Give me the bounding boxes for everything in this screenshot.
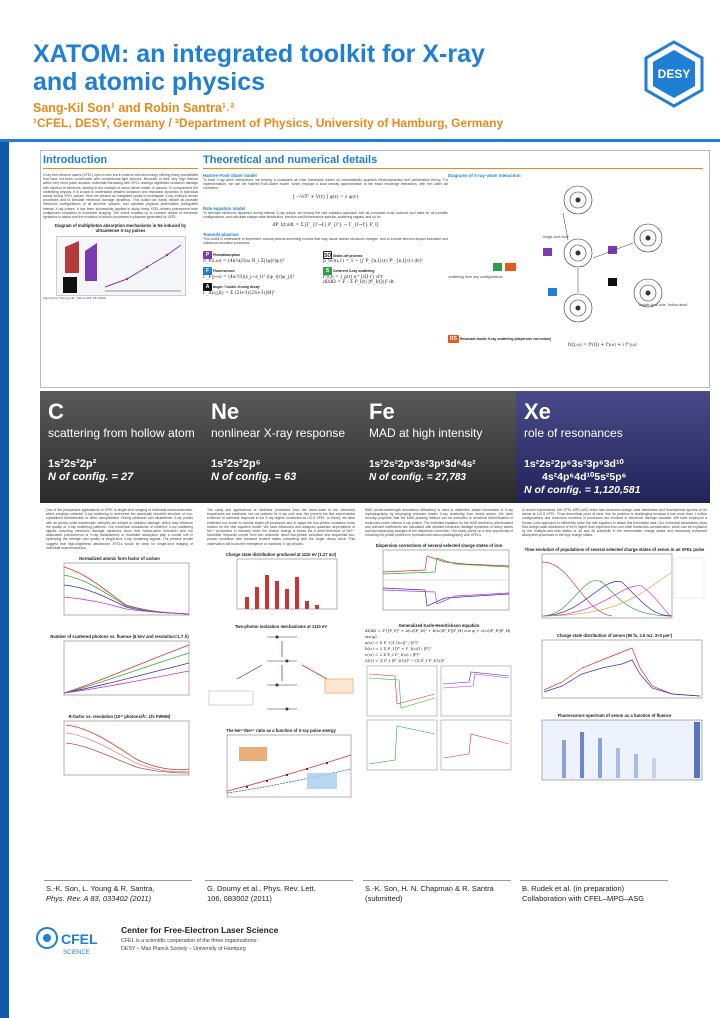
diag-title: Diagrams of X-ray–atom interaction bbox=[448, 173, 521, 178]
fluor-label: Fluorescence bbox=[212, 269, 235, 274]
column-fe-ref-line1: S.-K. Son, H. N. Chapman & R. Santra bbox=[365, 884, 494, 893]
title-line-1: XATOM: an integrated toolkit for X-ray bbox=[33, 40, 485, 68]
shakeoff-badge: SO bbox=[324, 253, 332, 260]
column-fe-config bbox=[369, 458, 516, 484]
hfs-equation: [ −½∇² + V(r) ] ψ(r) = ε ψ(r) bbox=[292, 194, 359, 200]
kh-eq-1: dI/dΩ = F [|F_P|² + a(ω)|F_H|² + b(ω)|F_P||F_H| cos φ + c(ω)|F_P||F_H| sin φ] bbox=[365, 628, 511, 640]
affiliation: ¹CFEL, DESY, Germany / ²Department of Physics, University of Hamburg, Germany bbox=[33, 116, 504, 130]
ref-rule-fe bbox=[363, 880, 511, 881]
resonant-item bbox=[448, 335, 698, 343]
column-c-fig2-title: Number of scattered photons vs. fluence (8 keV and resolution=1.7 Å) bbox=[50, 634, 189, 640]
xe-population-chart bbox=[522, 552, 707, 624]
column-c-reference bbox=[46, 884, 154, 904]
column-fe-text: MAD (multi-wavelength anomalous diffraction) is used to determine phase information in X-ray crystallography by employing resonant elastic X-ray scattering from heavy atoms. We have recently proposed that the MAD phasing method can be extended to structural determination of molecules under intense X-ray pulses. The essential equation for the MAD method is reformulated and relevant coefficients are calculated with detailed electronic damage dynamics of heavy atoms and accompanying changes of the dispersion correction. Our study opens up a new opportunity of resolving the phase problem in femtosecond nanocrystallography with XFELs. bbox=[365, 508, 513, 538]
plasma-title: Towards plasmas bbox=[203, 232, 239, 238]
xe-fluorescence-chart bbox=[522, 718, 707, 784]
column-xe-config-line1: 1s²2s²2p⁶3s²3p⁶3d¹⁰ bbox=[524, 458, 624, 470]
atom-bottom bbox=[564, 294, 592, 322]
column-c-element: C bbox=[48, 399, 64, 424]
coherent-eq-2: dI/dΩ = F · Σ P_I(t) |f⁰_I(Q)|² dt bbox=[323, 280, 394, 286]
kh-eq-2: a(ω) = Σ P_I |f_I(ω)|² / |f⁰|² bbox=[365, 640, 419, 646]
two-photon-mechanism-diagram bbox=[207, 629, 355, 719]
scattered-photons-chart bbox=[46, 639, 193, 703]
column-c-subtitle: scattering from hollow atom bbox=[48, 426, 195, 440]
fluor-badge: F bbox=[203, 267, 212, 275]
column-ne-fig2-title: Two-photon ionization mechanisms at 1110 eV bbox=[234, 623, 328, 629]
ref-rule-c bbox=[44, 880, 192, 881]
column-xe-text: In recent experiments, the CFEL-MPG-ASG team has measured charge state distribution and fluorescence spectra of Xe atoms at LCLS XFEL. From theoretical point of view, this Xe problem is challenging because it has more than 1 million configurations and enormous numbers of processes are involved in electronic damage cascade. We have employed a Monte-Carlo approach to effectively solve the rate equation to attack this formidable task. Our numerical simulations show that charge state distribution of Xe is higher than expected from one-shell thresholds consideration, which can be explained by the multiple-core-hole states of 3p and 3d subshells in the intermediate charge states and resonantly enhanced absorption processes in the high charge states. bbox=[522, 508, 707, 538]
column-ne-config-line1: 1s²2s²2p⁶ bbox=[211, 458, 261, 470]
column-c-fig3-title: R-factor vs. resolution (10¹² photons/Å², 1fs FWHM) bbox=[68, 714, 171, 720]
column-ne-element: Ne bbox=[211, 399, 240, 424]
column-fe-config-line1: 1s²2s²2p⁶3s²3p⁶3d⁶4s² bbox=[369, 459, 476, 470]
fe-coefficient-charts bbox=[365, 664, 513, 774]
cfel-name: Center for Free-Electron Laser Science bbox=[121, 925, 279, 935]
photoabs-badge: P bbox=[203, 251, 212, 259]
fe-dispersion-chart bbox=[365, 548, 513, 614]
cfel-logo-text: CFEL bbox=[61, 931, 98, 947]
resonant-label: Resonant elastic X-ray scattering (dispersive correction) bbox=[459, 337, 551, 341]
atom-top bbox=[564, 186, 592, 214]
ne-charge-distribution-chart bbox=[207, 557, 355, 615]
column-ne-header bbox=[203, 391, 361, 503]
rate-equation: dP_I(t)/dt = Σ [Γ_{I'→I} P_{I'} − Γ_{I→I'} P_I] bbox=[272, 223, 379, 229]
scattering-any-label: scattering from any configurations bbox=[448, 275, 503, 279]
theory-rule bbox=[203, 168, 703, 169]
ref-rule-xe bbox=[520, 880, 668, 881]
intro-rule bbox=[43, 168, 198, 169]
auger-eq: Γ_A(i;j,k) = Σ (2l+1)(2S+1)|M|² bbox=[203, 291, 275, 297]
column-xe-header bbox=[516, 391, 710, 503]
desy-logo bbox=[640, 40, 708, 108]
column-xe-config-line3: N of config. = 1,120,581 bbox=[524, 484, 641, 496]
intro-body: X-ray free-electron lasers (XFEL) open a new era in science and technology offering many possibilities that have not been conceivable with conventional light sources. Because of their very high fluence within very short pulse duration, materials interacting with XFEL undergo significant ionization damage with ejection of electrons, leading to the creation of warm dense matter or plasma. To comprehend the underlying physics, it is crucial to understand detailed ionization and relaxation dynamics in individual atoms during XFEL pulses. Here we present an integrated toolkit to investigate X-ray–induced atomic processes and to simulate electronic damage dynamics. This toolkit can easily handle all possible electronic configurations of all atom/ion species, and calculate physical observables during/after intense X-ray pulses. It has been successfully applied to study many XFEL-related phenomena from multiphoton ionization to molecular imaging. The toolkit enables us to connect details of electronic dynamics in atoms and the evolution of atomic processes in plasmas generated by XFEL. bbox=[43, 173, 198, 220]
column-c-ref-line1: S.-K. Son, L. Young & R. Santra, bbox=[46, 884, 155, 893]
column-fe-fig1-title: Dispersion corrections of several selected charge states of iron bbox=[375, 543, 503, 549]
kh-eq-3: b(ω) = 2 Σ P_I [f⁰ + f'_I(ω)] / |f⁰|² bbox=[365, 646, 432, 652]
single-core-hole-label: single-core-hole bbox=[543, 235, 569, 239]
column-c-config-line1: 1s²2s²2p² bbox=[48, 458, 97, 470]
column-fe-fig2-title: Generalized Karle-Hendrickson equation bbox=[398, 623, 480, 629]
photoabs-eq: σ_P(i,ω) = (4π²α/3)ω N_i Σ|⟨ψ|r|ψ⟩|² bbox=[203, 259, 285, 265]
column-fe-ref-line2: (submitted) bbox=[365, 894, 403, 903]
column-xe-ref-line2: Collaboration with CFEL–MPG–ASG bbox=[522, 894, 645, 903]
resonant-block bbox=[448, 335, 698, 348]
desy-logo-text: DESY bbox=[657, 67, 691, 81]
column-c-text: One of the prospective applications of XFEL is single-shot imaging of individual macromolecules, which employs coherent X-ray scattering to determine the atomically resolved structure of non-crystallized biomolecules or other nanoparticles. During ultrashort and ultraintense X-ray pulses with an atomic scale wavelength, samples are subject to radiation damage, which may influence the quality of X-ray scattering patterns. Our numerical simulations of coherent X-ray scattering signals including electronic damage dynamics show that hollow-atom formation and the associated phenomenon of X-ray transparency or frustrated absorption play a crucial role in optimizing the strength and quality of single-shot X-ray scattering signals. The present results suggest that high-brightness attosecond XFELs would be ideal for single-shot imaging of individual macromolecules. bbox=[46, 508, 193, 550]
column-xe-reference bbox=[522, 884, 644, 904]
resonant-eq: f(Q,ω) = f⁰(Q) + f'(ω) + i f''(ω) bbox=[568, 343, 637, 348]
column-xe-config bbox=[524, 458, 710, 497]
column-fe-header bbox=[361, 391, 516, 503]
kh-eq-4: c(ω) = 2 Σ P_I f''_I(ω) / |f⁰|² bbox=[365, 652, 420, 658]
shakeoff-label: Shake-off process bbox=[332, 254, 363, 259]
column-ne-body bbox=[207, 508, 355, 808]
r-factor-chart bbox=[46, 719, 193, 781]
column-fe-reference bbox=[365, 884, 494, 904]
column-ne-config bbox=[211, 458, 361, 484]
column-ne-subtitle: nonlinear X-ray response bbox=[211, 426, 346, 440]
rate-text: To simulate electronic dynamics during intense X-ray pulses, we employ the rate equation approach with all computed cross sections and rates for all possible configurations, and calculate charge state distribution, electron and fluorescence spectra, scattering signals, and so on. bbox=[203, 210, 448, 219]
hfs-text: To treat X-ray–atom interactions, we employ a consistent ab initio framework based on nonrelativistic quantum electrodynamics and perturbation theory. For implementation, we use the Hartree-Fock-Slater model, which employs a local density approximation to the exact exchange interaction, with the Latter tail correction. bbox=[203, 178, 448, 191]
carbon-form-factor-chart bbox=[46, 561, 193, 623]
kh-eq-5: S(Q) = Σ P_I [f⁰_I(Q)]² − [Σ P_I f⁰_I(Q)]² bbox=[365, 658, 445, 664]
ref-rule-ne bbox=[205, 880, 353, 881]
column-xe-fig2-title: Charge state distribution of xenon (80 fs, 2.6 mJ, 3×3 μm²) bbox=[556, 633, 673, 639]
auger-label: Auger / Coster–Kronig decay bbox=[212, 285, 260, 290]
column-ne-config-line2: N of config. = 63 bbox=[211, 471, 297, 483]
atom-right bbox=[634, 224, 662, 252]
column-c-config bbox=[48, 458, 203, 484]
theory-right bbox=[448, 173, 698, 348]
double-core-hole-label: double-core-hole "hollow atom" bbox=[638, 303, 689, 307]
karle-hendrickson-equations bbox=[365, 628, 513, 664]
cfel-description bbox=[121, 937, 258, 953]
column-ne-fig3-title: The Ne⁹⁺/Ne⁸⁺ ratio as a function of X-ray pulse energy bbox=[226, 727, 336, 733]
intro-fig-caption: Figure from Young et al., Nature 466, 56 (2010). bbox=[43, 296, 107, 301]
coherent-badge: S bbox=[323, 267, 332, 275]
column-xe-fig3-title: Fluorescence spectrum of xenon as a function of fluence bbox=[557, 713, 672, 719]
ne-diagram-figure bbox=[57, 237, 187, 297]
theory-section bbox=[203, 154, 703, 348]
process-list bbox=[203, 251, 448, 296]
header-rule bbox=[0, 139, 720, 142]
auger-badge: A bbox=[203, 283, 212, 291]
photoabs-label: Photoabsorption bbox=[212, 253, 241, 258]
shakeoff-eq: p_SO(i,i') = 1 − |∫ P_{n,l}(r) P'_{n,l}(r) dr|² bbox=[323, 259, 423, 265]
ne-ratio-chart bbox=[207, 733, 355, 803]
intro-figure bbox=[56, 236, 186, 296]
column-fe-element: Fe bbox=[369, 399, 395, 424]
coherent-eq: f⁰(Q) = ∫ ρ(r) e^{iQ·r} d³r bbox=[323, 275, 383, 281]
column-ne-text: The study and applications of nonlinear processes from the micro-wave to the ultraviolet frequencies are extensive, but not realized for X-ray until now. We present the first experimental evidence of nonlinear response in the X-ray regime conducted at LCLS XFEL. In theory, we have extended our model to include shake-off processes and to adapt the two-photon ionization cross section for the rate equation model. We have measured and analyzed quadratic dependence of Ne⁹⁺ production in intensity when the photon energy is below the K-shell threshold of Ne⁸⁺. Nonlinear response comes from two channels: direct two-photon ionization and sequential two-photon ionization with transient excited states competing with the Auger decay clock. This observation will boost the emergence of nonlinear X-ray physics. bbox=[207, 508, 355, 546]
column-ne-ref-line2: 106, 083002 (2011) bbox=[207, 894, 272, 903]
left-sidebar bbox=[0, 142, 9, 1018]
rate-title: Rate equation model bbox=[203, 205, 246, 211]
column-ne-fig1-title: Charge state distribution produced at 1110 eV (1.27 mJ) bbox=[225, 551, 337, 557]
fluor-eq: Γ_F(j→i) = (4α³/3)(ε_j−ε_i)³ |⟨ψ_i|r|ψ_j⟩|² bbox=[203, 275, 295, 281]
column-xe-fig1-title: Time evolution of populations of several selected charge states of xenon in an XFEL pulse bbox=[524, 547, 705, 553]
intro-heading: Introduction bbox=[43, 154, 108, 166]
authors: Sang-Kil Son¹ and Robin Santra¹˒² bbox=[33, 101, 235, 115]
column-xe-ref-line1: B. Rudek et al. (in preparation) bbox=[522, 884, 625, 893]
hfs-title: Hartree-Fock-Slater model bbox=[203, 173, 257, 178]
column-xe-element: Xe bbox=[524, 399, 551, 424]
column-xe-subtitle: role of resonances bbox=[524, 426, 623, 440]
column-fe-body bbox=[365, 508, 513, 779]
column-c-header bbox=[40, 391, 203, 503]
column-c-body bbox=[46, 508, 193, 786]
resonant-badge: RS bbox=[448, 335, 459, 343]
poster-title bbox=[33, 40, 633, 96]
coherent-label: Coherent X-ray scattering bbox=[332, 269, 375, 274]
intro-section bbox=[43, 154, 198, 300]
intro-fig-title: Diagram of multiphoton absorption mechanisms in Ne induced by ultraintense X-ray pulses bbox=[54, 223, 187, 234]
cfel-logo-sub: SCIENCE bbox=[63, 950, 90, 956]
column-fe-subtitle: MAD at high intensity bbox=[369, 426, 483, 440]
theory-heading: Theoretical and numerical details bbox=[203, 154, 378, 166]
column-xe-config-line2: 4s²4p⁶4d¹⁰5s²5p⁶ bbox=[542, 471, 627, 483]
cfel-desc-line1: CFEL is a scientific cooperation of the three organizations: bbox=[121, 938, 258, 944]
column-fe-config-line2: N of config. = 27,783 bbox=[369, 472, 466, 483]
column-ne-ref-line1: G. Doumy et al., Phys. Rev. Lett. bbox=[207, 884, 316, 893]
title-line-2: and atomic physics bbox=[33, 68, 266, 96]
cfel-logo bbox=[35, 922, 105, 964]
plasma-text: This toolkit is extendable to implement various plasma screening models that may cause atomic structural changes, and to include electron-impact ionization and collisional ionization processes. bbox=[203, 237, 448, 246]
column-c-ref-line2: Phys. Rev. A 83, 033402 (2011) bbox=[46, 894, 152, 903]
column-c-fig1-title: Normalized atomic form factor of carbon bbox=[79, 556, 160, 562]
theory-left bbox=[203, 173, 448, 348]
column-c-config-line2: N of config. = 27 bbox=[48, 471, 134, 483]
xe-charge-distribution-chart bbox=[522, 638, 707, 704]
column-ne-reference bbox=[207, 884, 316, 904]
atom-middle bbox=[564, 239, 592, 267]
column-xe-body bbox=[522, 508, 707, 789]
cfel-desc-line2: DESY – Max Planck Society – University of Hamburg bbox=[121, 946, 246, 952]
